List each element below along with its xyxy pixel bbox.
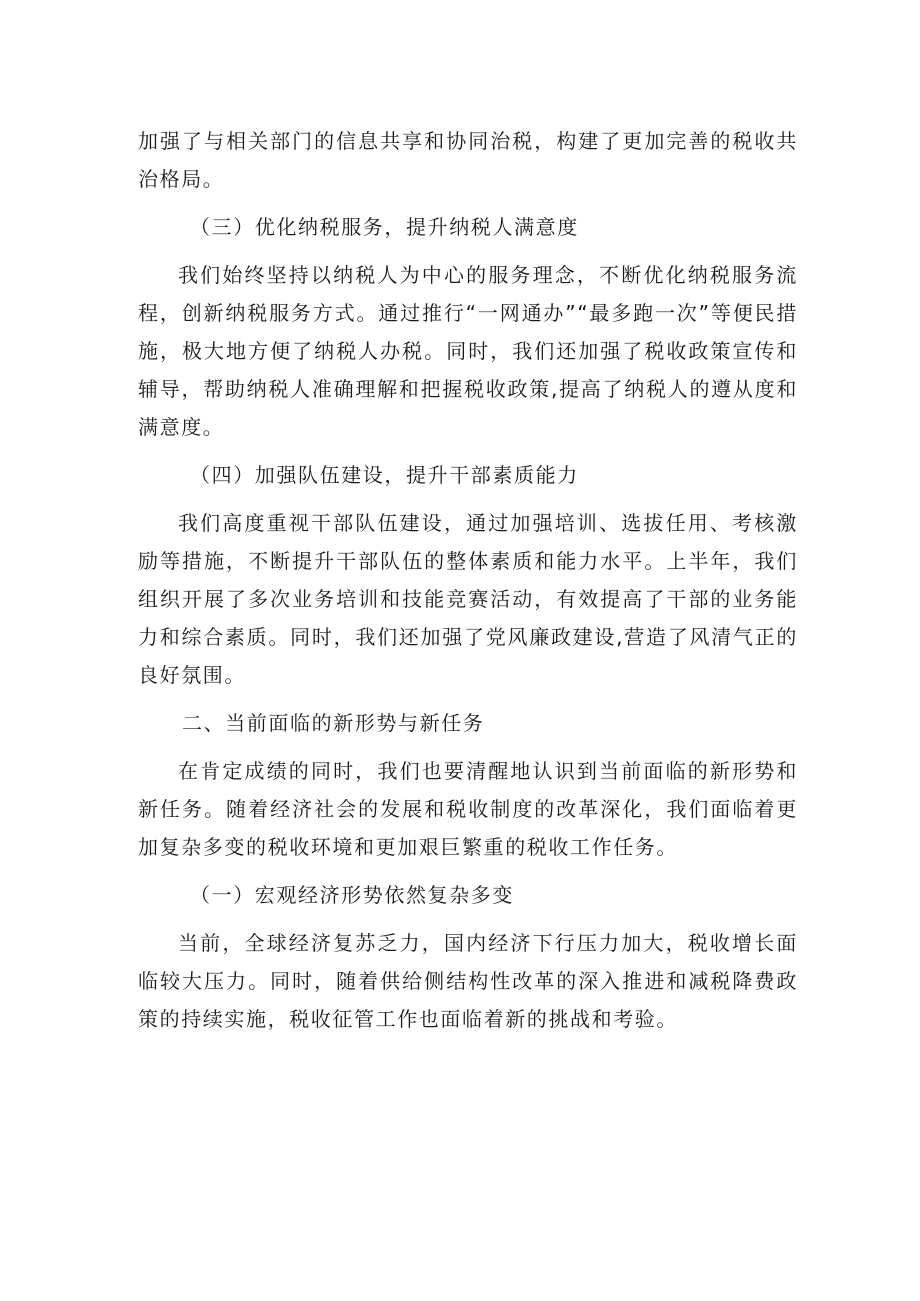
paragraph-team-building: 我们高度重视干部队伍建设，通过加强培训、选拔任用、考核激励等措施，不断提升干部队伍的整体素质和能力水平。上半年，我们组织开展了多次业务培训和技能竞赛活动，有效提高了干部的业务能力和综合素质。同时，我们还加强了党风廉政建设,营造了风清气正的良好氛围。 [138,511,798,687]
section-heading-3: （三）优化纳税服务，提升纳税人满意度 [190,215,579,239]
document-body [138,122,798,1048]
chapter-heading-2: 二、当前面临的新形势与新任务 [182,711,485,735]
paragraph-tax-service: 我们始终坚持以纳税人为中心的服务理念，不断优化纳税服务流程，创新纳税服务方式。通过推行“一网通办”“最多跑一次”等便民措施，极大地方便了纳税人办税。同时，我们还加强了税收政策宣传和辅导，帮助纳税人准确理解和把握税收政策,提高了纳税人的遵从度和满意度。 [138,263,798,439]
paragraph-continuation: 加强了与相关部门的信息共享和协同治税，构建了更加完善的税收共治格局。 [138,129,798,191]
section-heading-4: （四）加强队伍建设，提升干部素质能力 [190,463,579,487]
paragraph-new-situation: 在肯定成绩的同时，我们也要清醒地认识到当前面临的新形势和新任务。随着经济社会的发展和税收制度的改革深化，我们面临着更加复杂多变的税收环境和更加艰巨繁重的税收工作任务。 [138,759,798,859]
paragraph-macro-economy: 当前，全球经济复苏乏力，国内经济下行压力加大，税收增长面临较大压力。同时，随着供给侧结构性改革的深入推进和减税降费政策的持续实施，税收征管工作也面临着新的挑战和考验。 [138,931,798,1031]
section-heading-1: （一）宏观经济形势依然复杂多变 [190,883,514,907]
